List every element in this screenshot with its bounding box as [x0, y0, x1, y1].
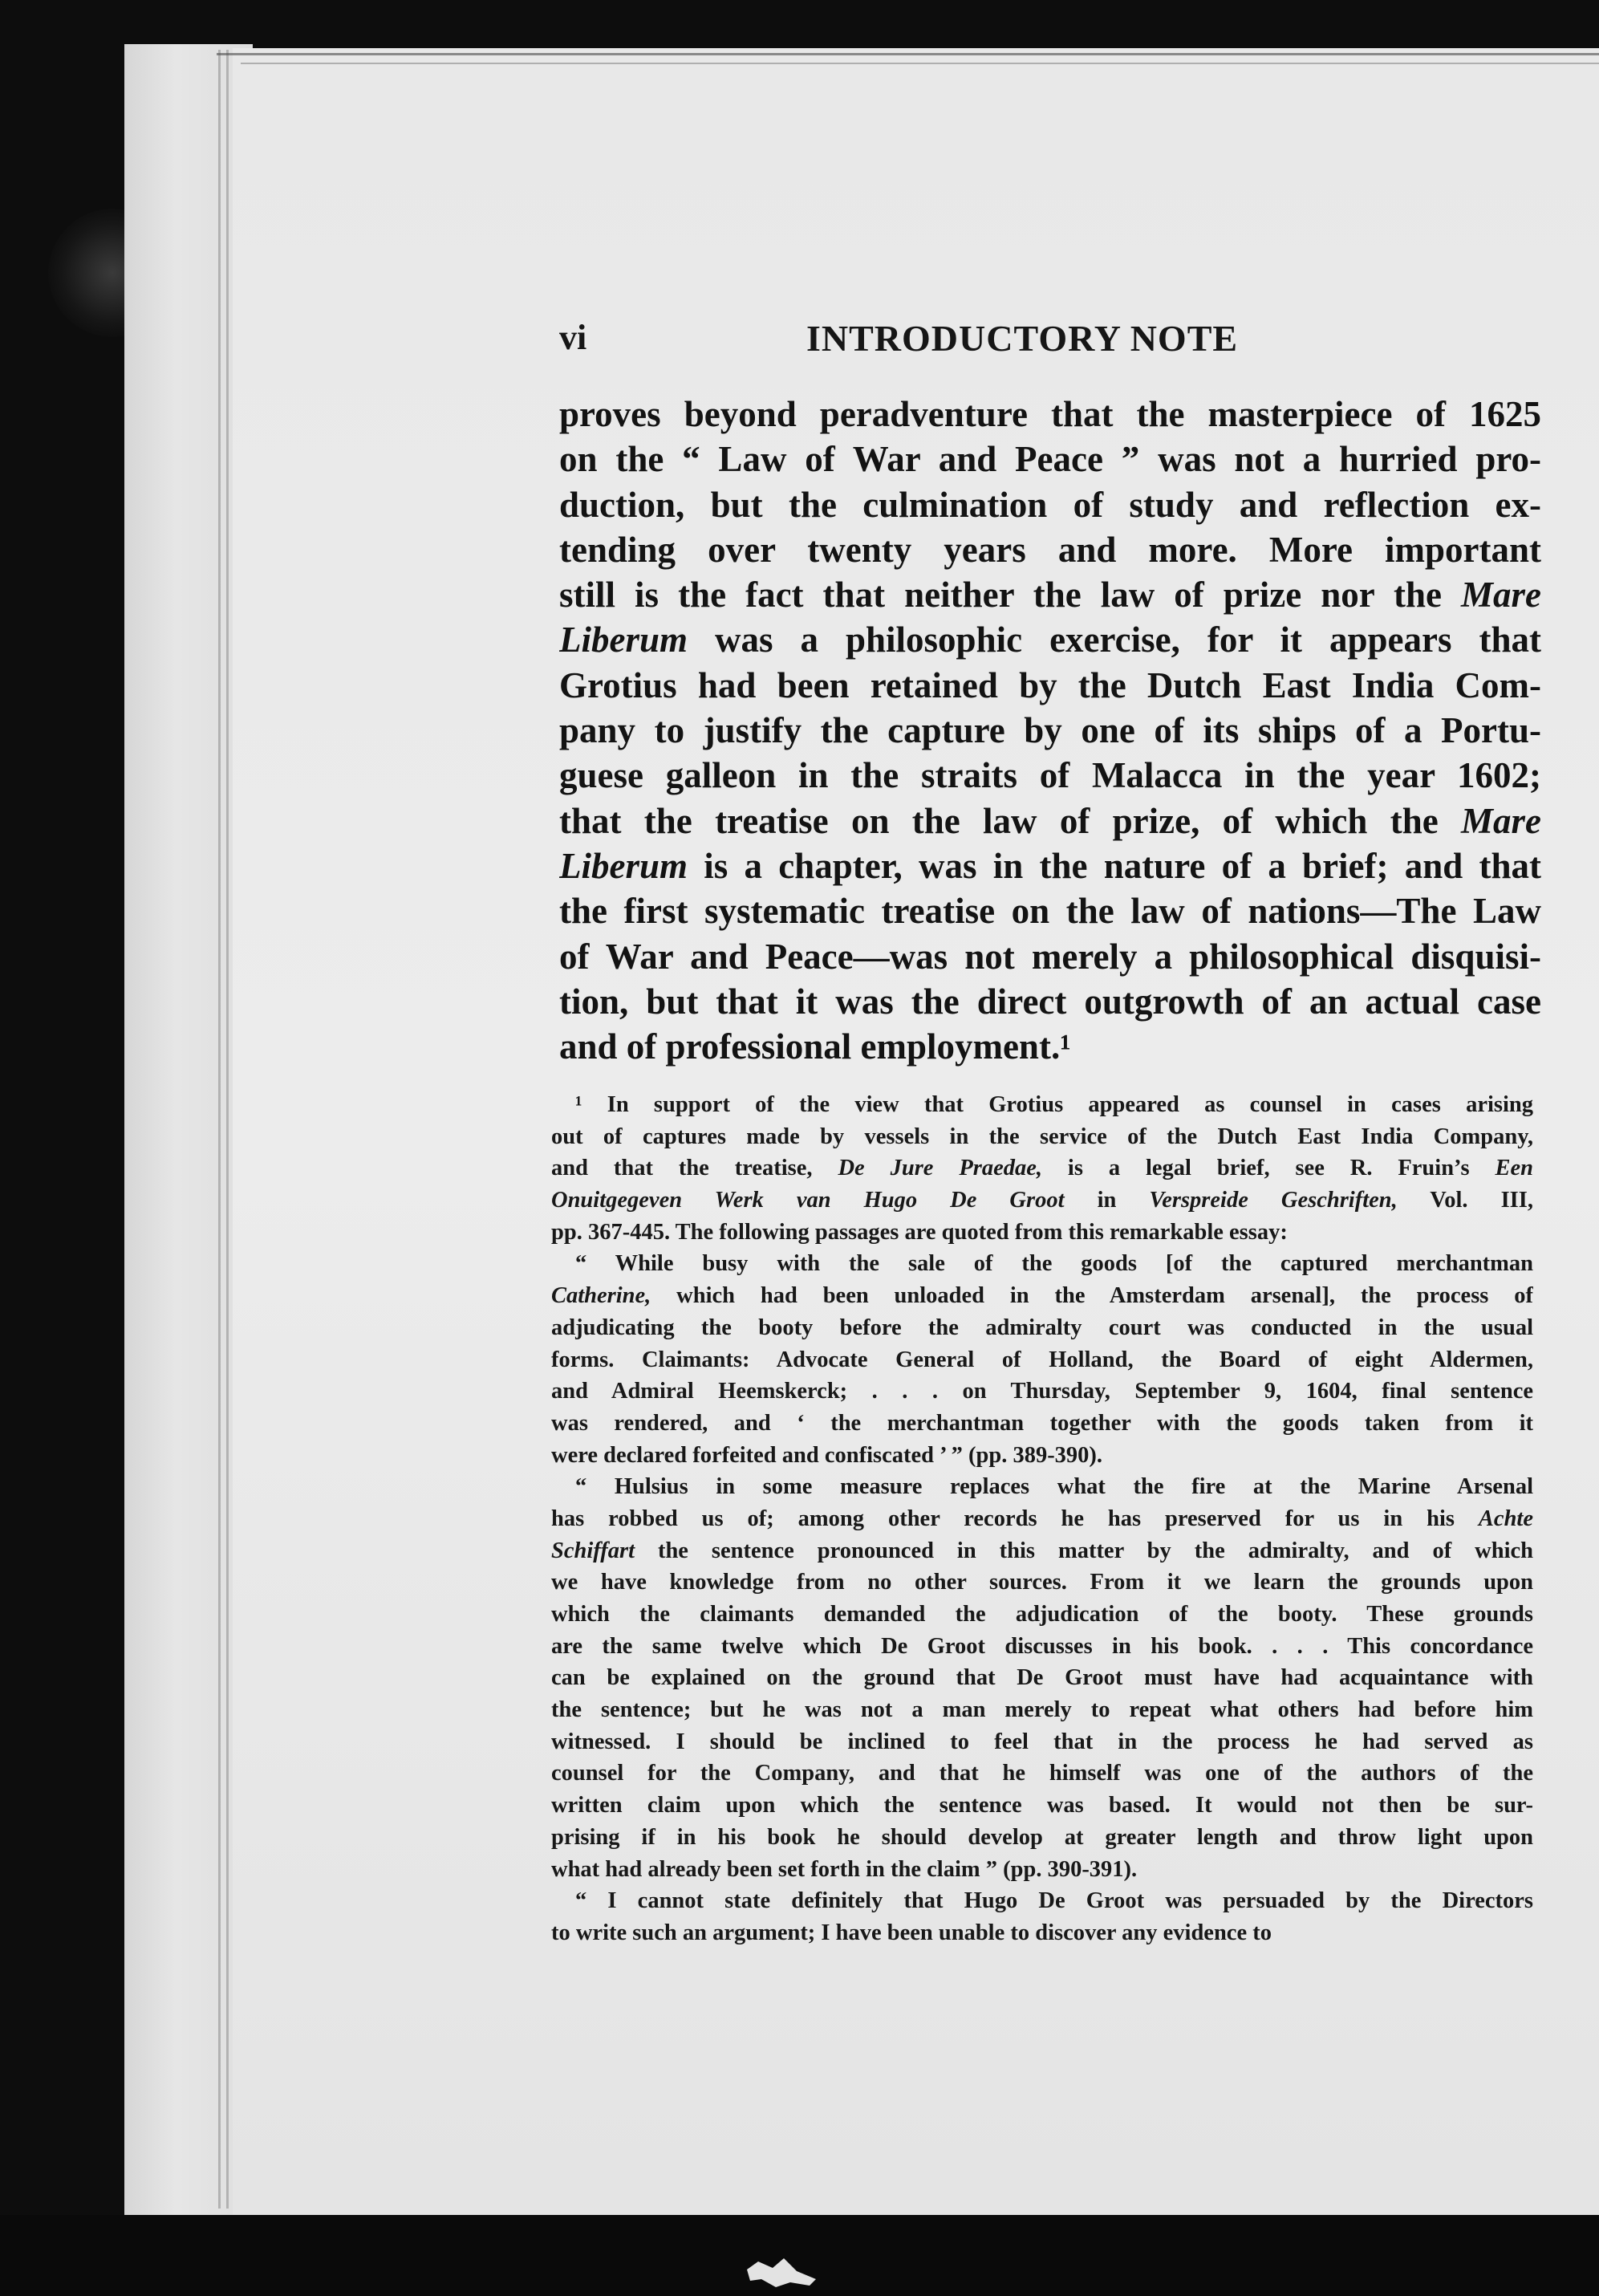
- text-run: the first systematic treatise on the law of nations—The Law: [559, 891, 1541, 932]
- text-line: [559, 979, 1541, 1024]
- text-run: Achte: [1478, 1506, 1533, 1531]
- text-run: pp. 367-445. The following passages are quoted from this remarkable essay:: [551, 1219, 1288, 1245]
- text-run: are the same twelve which De Groot discusses in his book. . . . This concordance: [551, 1633, 1533, 1659]
- footnote-line: [551, 1567, 1533, 1599]
- text-run: the sentence; but he was not a man merely to repeat what others had before him: [551, 1697, 1533, 1723]
- text-run: Schiffart: [551, 1538, 635, 1563]
- text-run: Vol. III,: [1397, 1188, 1533, 1213]
- text-run: that the treatise on the law of prize, of which the: [559, 800, 1461, 841]
- text-run: “ I cannot state definitely that Hugo De Groot was persuaded by the Directors: [575, 1888, 1533, 1914]
- text-line: [559, 617, 1541, 662]
- text-run: we have knowledge from no other sources. From it we learn the grounds upon: [551, 1570, 1533, 1595]
- text-line: [559, 663, 1541, 708]
- text-run: “ Hulsius in some measure replaces what the fire at the Marine Arsenal: [575, 1474, 1533, 1500]
- text-run: to write such an argument; I have been unable to discover any evidence to: [551, 1920, 1272, 1945]
- text-line: [559, 934, 1541, 979]
- footnote-line: [551, 1535, 1533, 1567]
- text-run: duction, but the culmination of study and reflection ex-: [559, 484, 1541, 525]
- footnote: [551, 1089, 1533, 1949]
- text-run: on the “ Law of War and Peace ” was not a hurried pro-: [559, 439, 1541, 480]
- text-run: Liberum: [559, 620, 688, 660]
- text-run: is a chapter, was in the nature of a brief; and that: [688, 845, 1541, 886]
- text-run: Verspreide Geschriften,: [1149, 1188, 1398, 1213]
- text-line: [559, 482, 1541, 527]
- footnote-line: [551, 1152, 1533, 1185]
- text-run: of War and Peace—was not merely a philosophical disquisi-: [559, 936, 1541, 977]
- text-run: still is the fact that neither the law of prize nor the: [559, 575, 1461, 616]
- footnote-line: [551, 1376, 1533, 1408]
- footnote-line: [551, 1185, 1533, 1217]
- text-line: [559, 843, 1541, 888]
- text-run: Een: [1495, 1156, 1533, 1181]
- footnote-line: [551, 1726, 1533, 1758]
- text-line: [559, 799, 1541, 843]
- footnote-line: [551, 1822, 1533, 1854]
- text-line: [559, 708, 1541, 753]
- text-run: prising if in his book he should develop at greater length and throw light upon: [551, 1824, 1533, 1850]
- footnote-line: [551, 1121, 1533, 1153]
- text-run: pany to justify the capture by one of its ships of a Portu-: [559, 710, 1541, 751]
- footnote-line: [551, 1280, 1533, 1312]
- top-edge-rule: [217, 53, 1599, 55]
- text-run: is a legal brief, see R. Fruin’s: [1042, 1156, 1496, 1181]
- text-run: tending over twenty years and more. More important: [559, 529, 1541, 570]
- text-run: Mare: [1461, 800, 1541, 841]
- text-run: which had been unloaded in the Amsterdam arsenal], the process of: [651, 1283, 1533, 1309]
- text-run: ¹ In support of the view that Grotius appeared as counsel in cases arising: [575, 1092, 1533, 1117]
- text-run: tion, but that it was the direct outgrowth of an actual case: [559, 981, 1541, 1022]
- footnote-line: [551, 1599, 1533, 1631]
- text-run: adjudicating the booty before the admiralty court was conducted in the usual: [551, 1315, 1533, 1340]
- text-run: Liberum: [559, 845, 688, 886]
- text-run: proves beyond peradventure that the masterpiece of 1625: [559, 394, 1541, 434]
- text-line: [559, 1024, 1541, 1069]
- text-run: witnessed. I should be inclined to feel that in the process he had served as: [551, 1729, 1533, 1754]
- footnote-line: [551, 1917, 1533, 1949]
- text-run: forms. Claimants: Advocate General of Holland, the Board of eight Aldermen,: [551, 1347, 1533, 1372]
- text-line: [559, 437, 1541, 482]
- text-run: has robbed us of; among other records he has preserved for us in his: [551, 1506, 1479, 1531]
- text-run: were declared forfeited and confiscated ’ ” (pp. 389-390).: [551, 1442, 1103, 1468]
- text-run: the sentence pronounced in this matter by the admiralty, and of which: [635, 1538, 1533, 1563]
- page-edge-line: [218, 50, 221, 2209]
- text-run: can be explained on the ground that De Groot must have had acquaintance with: [551, 1665, 1533, 1691]
- footnote-line: [551, 1408, 1533, 1440]
- text-run: and of professional employment.¹: [559, 1026, 1071, 1067]
- text-run: and that the treatise,: [551, 1156, 838, 1181]
- top-edge-rule: [241, 63, 1599, 64]
- text-line: [559, 527, 1541, 572]
- footnote-line: [551, 1089, 1533, 1121]
- text-run: Grotius had been retained by the Dutch East India Com-: [559, 664, 1541, 705]
- text-run: Catherine,: [551, 1283, 651, 1309]
- paper-scrap: [742, 2247, 822, 2291]
- running-head: INTRODUCTORY NOTE: [806, 318, 1239, 359]
- text-run: Onuitgegeven Werk van Hugo De Groot: [551, 1188, 1065, 1213]
- footnote-line: [551, 1217, 1533, 1249]
- text-run: guese galleon in the straits of Malacca in the year 1602;: [559, 755, 1541, 796]
- page-number: vi: [559, 318, 587, 357]
- text-run: and Admiral Heemskerck; . . . on Thursday, September 9, 1604, final sentence: [551, 1379, 1533, 1404]
- text-run: what had already been set forth in the claim ” (pp. 390-391).: [551, 1856, 1138, 1882]
- text-run: out of captures made by vessels in the service of the Dutch East India Company,: [551, 1124, 1533, 1149]
- page-edge-line: [226, 50, 229, 2209]
- text-line: [559, 392, 1541, 437]
- footnote-line: [551, 1854, 1533, 1886]
- footnote-line: [551, 1631, 1533, 1663]
- text-run: in: [1064, 1188, 1150, 1213]
- footnote-line: [551, 1471, 1533, 1503]
- main-paragraph: [559, 392, 1541, 1069]
- text-run: which the claimants demanded the adjudication of the booty. These grounds: [551, 1602, 1533, 1627]
- footnote-line: [551, 1248, 1533, 1280]
- text-line: [559, 753, 1541, 798]
- footnote-line: [551, 1694, 1533, 1726]
- footnote-line: [551, 1344, 1533, 1376]
- text-run: was rendered, and ‘ the merchantman together with the goods taken from it: [551, 1410, 1533, 1436]
- footnote-line: [551, 1440, 1533, 1472]
- text-run: Mare: [1461, 575, 1541, 616]
- text-run: was a philosophic exercise, for it appears that: [688, 620, 1541, 660]
- footnote-line: [551, 1790, 1533, 1822]
- text-line: [559, 572, 1541, 617]
- text-run: “ While busy with the sale of the goods [of the captured merchantman: [575, 1251, 1533, 1277]
- page-header: [559, 317, 1538, 365]
- footnote-line: [551, 1758, 1533, 1790]
- text-run: written claim upon which the sentence was based. It would not then be sur-: [551, 1793, 1533, 1819]
- footnote-line: [551, 1885, 1533, 1917]
- footnote-line: [551, 1662, 1533, 1694]
- footnote-line: [551, 1503, 1533, 1535]
- text-line: [559, 888, 1541, 933]
- text-run: De Jure Praedae,: [838, 1156, 1043, 1181]
- text-run: counsel for the Company, and that he himself was one of the authors of the: [551, 1761, 1533, 1786]
- footnote-line: [551, 1312, 1533, 1344]
